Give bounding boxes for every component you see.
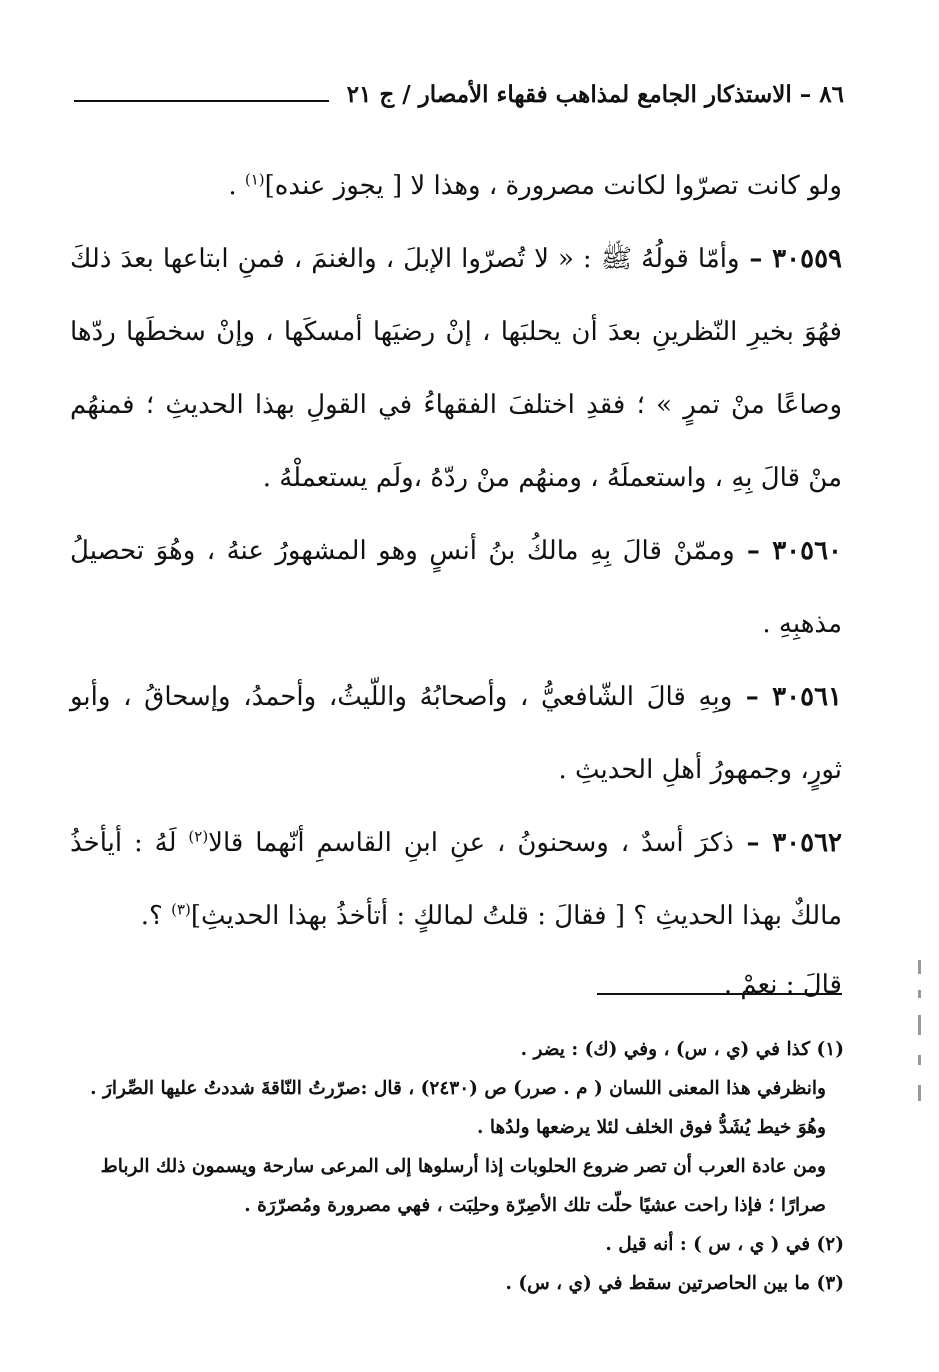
footnote-ref[interactable]: (١) — [244, 170, 265, 189]
paragraph-text: قالَ : نعمْ . — [723, 970, 842, 1000]
scan-mark — [918, 1015, 921, 1035]
paragraph — [70, 150, 842, 223]
paragraph — [70, 953, 842, 1017]
main-text — [70, 150, 842, 1017]
paragraph — [70, 807, 842, 953]
paragraph-text: وأمّا قولُهُ ﷺ : « لا تُصرّوا الإبلَ ، والغنمَ ، فمنِ ابتاعها بعدَ ذلكَ فهُوَ بخيرِ النّظرينِ بعدَ أن يحلبَها ، إنْ رضيَها أمسكَها ، وإنْ سخطَها ردّها وصاعًا منْ تمرٍ » ؛ فقدِ اختلفَ الفقهاءُ في القولِ بهذا الحديثِ ؛ فمنهُم منْ قالَ بِهِ ، واستعملَهُ ، ومنهُم منْ ردّهُ ،ولَم يستعملْهُ . — [70, 244, 842, 493]
paragraph-tail: . — [228, 171, 245, 201]
running-header — [74, 72, 844, 116]
footnote-separator — [597, 993, 842, 995]
scan-mark — [918, 990, 921, 998]
paragraph — [70, 661, 842, 807]
scan-mark — [918, 1085, 921, 1101]
footnote-ref[interactable]: (٣) — [171, 900, 191, 919]
paragraph-number: ٣٠٥٦٠ – — [734, 536, 843, 566]
scan-edge-marks — [918, 960, 930, 1130]
footnote: (٣) ما بين الحاصرتين سقط في (ي ، س) . — [505, 1273, 844, 1294]
paragraph — [70, 515, 842, 661]
footnote-continuation: وانظرفي هذا المعنى اللسان ( م . صرر) ص (٢٤٣٠) ، قال :صرّرتُ النّاقةَ شددتُ عليها الصِّرارَ . — [90, 1078, 826, 1099]
header-rule — [74, 100, 329, 102]
paragraph-text: وبِهِ قالَ الشّافعيُّ ، وأصحابُهُ واللّيثُ، وأحمدُ، وإسحاقُ ، وأبو ثورٍ، وجمهورُ أهلِ الحديثِ . — [70, 682, 842, 785]
paragraph-text: وممّنْ قالَ بِهِ مالكُ بنُ أنسٍ وهو المشهورُ عنهُ ، وهُوَ تحصيلُ مذهبِهِ . — [70, 536, 842, 639]
footnote-ref[interactable]: (٢) — [188, 827, 209, 846]
paragraph-text: ذكرَ أسدٌ ، وسحنونُ ، عنِ ابنِ القاسمِ أنّهما قالا — [208, 828, 734, 858]
footnotes — [70, 1030, 844, 1303]
paragraph-number: ٣٠٥٥٩ – — [739, 244, 842, 274]
paragraph-number: ٣٠٥٦٢ – — [733, 828, 843, 858]
scan-mark — [918, 1055, 921, 1065]
paragraph — [70, 223, 842, 515]
paragraph-tail: لَهُ : أيأخذُ مالكٌ بهذا الحديثِ ؟ [ فقالَ : قلتُ لمالكٍ : أتأخذُ بهذا الحديثِ] — [70, 828, 842, 931]
footnote: (٢) في ( ي ، س ) : أنه قيل . — [605, 1234, 844, 1255]
paragraph-tail: ؟. — [140, 901, 172, 931]
footnote: (١) كذا في (ي ، س) ، وفي (ك) : يضر . — [520, 1039, 844, 1060]
scan-mark — [918, 960, 921, 974]
running-title: ٨٦ – الاستذكار الجامع لمذاهب فقهاء الأمصار / ج ٢١ — [346, 80, 844, 108]
footnote-continuation: وهُوَ خيط يُشَدُّ فوق الخلف لئلا يرضعها ولدُها . — [477, 1117, 826, 1138]
paragraph-text: ولو كانت تصرّوا لكانت مصرورة ، وهذا لا [ يجوز عنده] — [264, 171, 842, 201]
paragraph-number: ٣٠٥٦١ – — [732, 682, 842, 712]
footnote-continuation: ومن عادة العرب أن تصر ضروع الحلوبات إذا أرسلوها إلى المرعى سارحة ويسمون ذلك الرباط صرارًا ؛ فإذا راحت عشيًا حلّت تلك الأصِرّة وحلِبَت ، فهي مصرورة ومُصرّرَة . — [100, 1156, 826, 1216]
